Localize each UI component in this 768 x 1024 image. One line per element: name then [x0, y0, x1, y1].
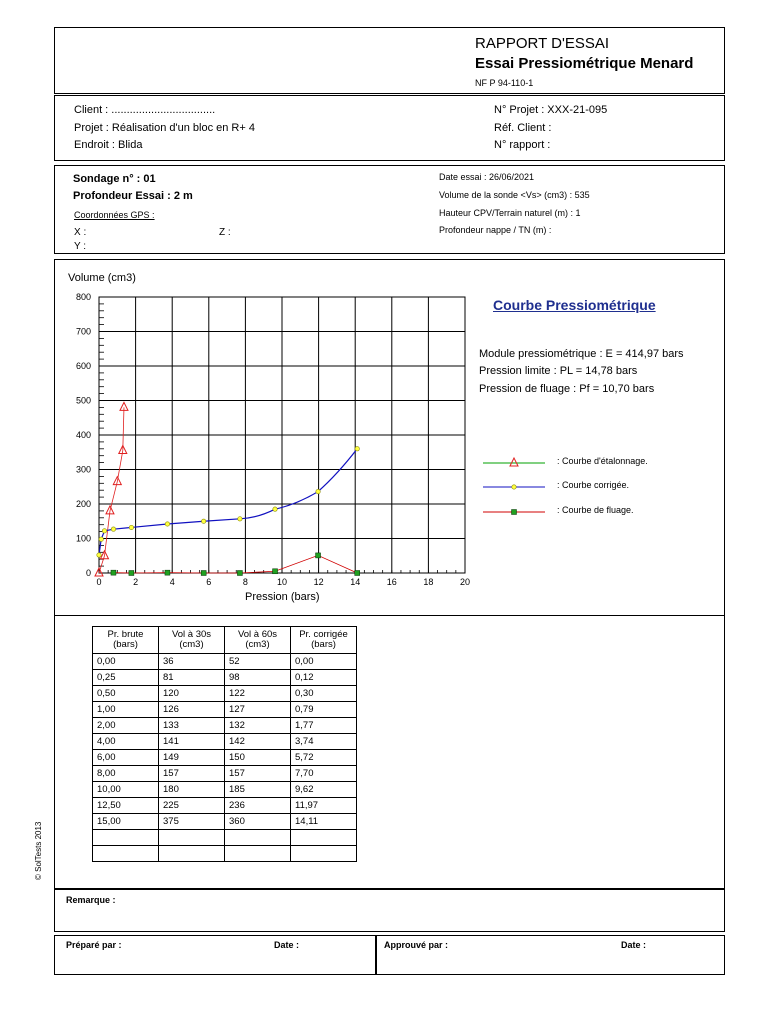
x-tick-label: 10	[276, 577, 288, 587]
table-row	[93, 734, 357, 750]
y-tick-label: 500	[75, 395, 91, 406]
header-vol-30s: Vol à 30s (cm3)	[159, 627, 225, 654]
table-cell	[159, 830, 225, 846]
table-cell: 0,00	[291, 654, 357, 670]
x-tick-label: 14	[350, 577, 361, 587]
table-cell: 36	[159, 654, 225, 670]
table-row	[93, 830, 357, 846]
table-row	[93, 654, 357, 670]
table-row	[93, 686, 357, 702]
x-tick-label: 2	[133, 577, 139, 587]
norm-reference: NF P 94-110-1	[475, 78, 534, 88]
table-row	[93, 750, 357, 766]
hauteur-cpv: Hauteur CPV/Terrain naturel (m) : 1	[439, 208, 581, 218]
table-cell: 52	[225, 654, 291, 670]
table-cell: 10,00	[93, 782, 159, 798]
x-tick-label: 4	[169, 577, 175, 587]
table-cell: 3,74	[291, 734, 357, 750]
x-tick-label: 12	[313, 577, 324, 587]
date-label-2: Date :	[621, 940, 647, 950]
table-cell: 0,00	[93, 654, 159, 670]
gps-title: Coordonnées GPS :	[74, 210, 155, 220]
table-cell: 0,30	[291, 686, 357, 702]
remarque-label: Remarque :	[66, 895, 116, 905]
header-box	[54, 27, 725, 94]
table-cell: 360	[225, 814, 291, 830]
table-cell: 4,00	[93, 734, 159, 750]
gps-y: Y :	[74, 241, 87, 252]
table-cell: 6,00	[93, 750, 159, 766]
table-row	[93, 702, 357, 718]
table-cell: 149	[159, 750, 225, 766]
chart-title: Courbe Pressiométrique	[493, 297, 656, 313]
chart-xlabel: Pression (bars)	[245, 591, 320, 603]
table-row	[93, 766, 357, 782]
table-cell: 141	[159, 734, 225, 750]
table-cell: 9,62	[291, 782, 357, 798]
client-line: Client : ..................................	[74, 104, 216, 116]
table-cell: 11,97	[291, 798, 357, 814]
endroit-line: Endroit : Blida	[74, 139, 143, 151]
num-rapport: N° rapport :	[494, 139, 551, 151]
table-cell	[291, 830, 357, 846]
table-header-row	[93, 627, 357, 654]
table-cell: 120	[159, 686, 225, 702]
table-row	[93, 718, 357, 734]
table-cell: 236	[225, 798, 291, 814]
x-tick-label: 8	[242, 577, 248, 587]
profondeur-essai: Profondeur Essai : 2 m	[73, 190, 193, 202]
table-cell: 185	[225, 782, 291, 798]
approuve-label: Approuvé par :	[384, 940, 449, 950]
table-cell	[225, 830, 291, 846]
sondage-box	[54, 165, 725, 254]
table-cell: 127	[225, 702, 291, 718]
table-cell: 225	[159, 798, 225, 814]
x-tick-label: 20	[459, 577, 471, 587]
copyright: © SolTests 2013	[34, 821, 43, 880]
header-vol-60s: Vol à 60s (cm3)	[225, 627, 291, 654]
table-cell: 14,11	[291, 814, 357, 830]
pression-limite: Pression limite : PL = 14,78 bars	[479, 365, 638, 377]
pression-fluage: Pression de fluage : Pf = 10,70 bars	[479, 383, 655, 395]
client-box	[54, 95, 725, 161]
chart-ylabel: Volume (cm3)	[68, 272, 136, 284]
table-cell: 1,00	[93, 702, 159, 718]
y-tick-label: 400	[75, 430, 91, 440]
approuve-box	[376, 935, 725, 975]
table-cell: 7,70	[291, 766, 357, 782]
y-tick-label: 100	[75, 533, 91, 544]
table-cell	[225, 846, 291, 862]
table-row	[93, 846, 357, 862]
table-cell: 132	[225, 718, 291, 734]
table-cell	[291, 846, 357, 862]
table-cell: 150	[225, 750, 291, 766]
gps-z: Z :	[219, 227, 231, 238]
volume-sonde: Volume de la sonde <Vs> (cm3) : 535	[439, 190, 590, 200]
profondeur-nappe: Profondeur nappe / TN (m) :	[439, 225, 552, 235]
legend-label-etalonnage: : Courbe d'étalonnage.	[557, 456, 648, 466]
table-cell: 98	[225, 670, 291, 686]
table-cell: 15,00	[93, 814, 159, 830]
table-cell	[93, 830, 159, 846]
table-row	[93, 670, 357, 686]
table-cell: 157	[159, 766, 225, 782]
table-cell: 8,00	[93, 766, 159, 782]
table-cell: 0,79	[291, 702, 357, 718]
table-cell: 5,72	[291, 750, 357, 766]
sondage-number: Sondage n° : 01	[73, 173, 156, 185]
num-projet: N° Projet : XXX-21-095	[494, 104, 608, 116]
legend-label-corrigee: : Courbe corrigée.	[557, 480, 630, 490]
header-pr-brute: Pr. brute (bars)	[93, 627, 159, 654]
y-tick-label: 0	[85, 568, 91, 578]
table-cell: 0,50	[93, 686, 159, 702]
table-cell	[159, 846, 225, 862]
ref-client: Réf. Client :	[494, 122, 552, 134]
x-tick-label: 18	[423, 577, 434, 587]
table-cell	[93, 846, 159, 862]
data-table	[92, 626, 357, 862]
table-cell: 157	[225, 766, 291, 782]
prepare-box	[54, 935, 376, 975]
remarque-box	[54, 889, 725, 932]
table-cell: 0,12	[291, 670, 357, 686]
table-cell: 375	[159, 814, 225, 830]
x-tick-label: 0	[96, 577, 102, 587]
table-cell: 1,77	[291, 718, 357, 734]
table-cell: 122	[225, 686, 291, 702]
date-label-1: Date :	[274, 940, 300, 950]
module-pressiometrique: Module pressiométrique : E = 414,97 bars	[479, 348, 684, 360]
table-cell: 180	[159, 782, 225, 798]
y-tick-label: 800	[75, 292, 91, 302]
prepare-label: Préparé par :	[66, 940, 122, 950]
y-tick-label: 600	[75, 361, 91, 371]
table-cell: 12,50	[93, 798, 159, 814]
x-tick-label: 6	[206, 577, 212, 587]
table-cell: 2,00	[93, 718, 159, 734]
test-title: Essai Pressiométrique Menard	[475, 55, 694, 72]
chart-divider	[54, 615, 725, 616]
gps-x: X :	[74, 227, 87, 238]
table-cell: 81	[159, 670, 225, 686]
header-pr-corrigee: Pr. corrigée (bars)	[291, 627, 357, 654]
table-cell: 142	[225, 734, 291, 750]
projet-line: Projet : Réalisation d'un bloc en R+ 4	[74, 122, 255, 134]
table-cell: 0,25	[93, 670, 159, 686]
table-cell: 126	[159, 702, 225, 718]
y-tick-label: 300	[75, 464, 91, 475]
date-essai: Date essai : 26/06/2021	[439, 172, 535, 182]
x-tick-label: 16	[386, 577, 397, 587]
table-row	[93, 782, 357, 798]
table-cell: 133	[159, 718, 225, 734]
y-tick-label: 200	[75, 499, 91, 509]
legend-label-fluage: : Courbe de fluage.	[557, 505, 634, 515]
table-row	[93, 814, 357, 830]
report-title: RAPPORT D'ESSAI	[475, 35, 610, 52]
y-tick-label: 700	[75, 326, 91, 337]
table-row	[93, 798, 357, 814]
